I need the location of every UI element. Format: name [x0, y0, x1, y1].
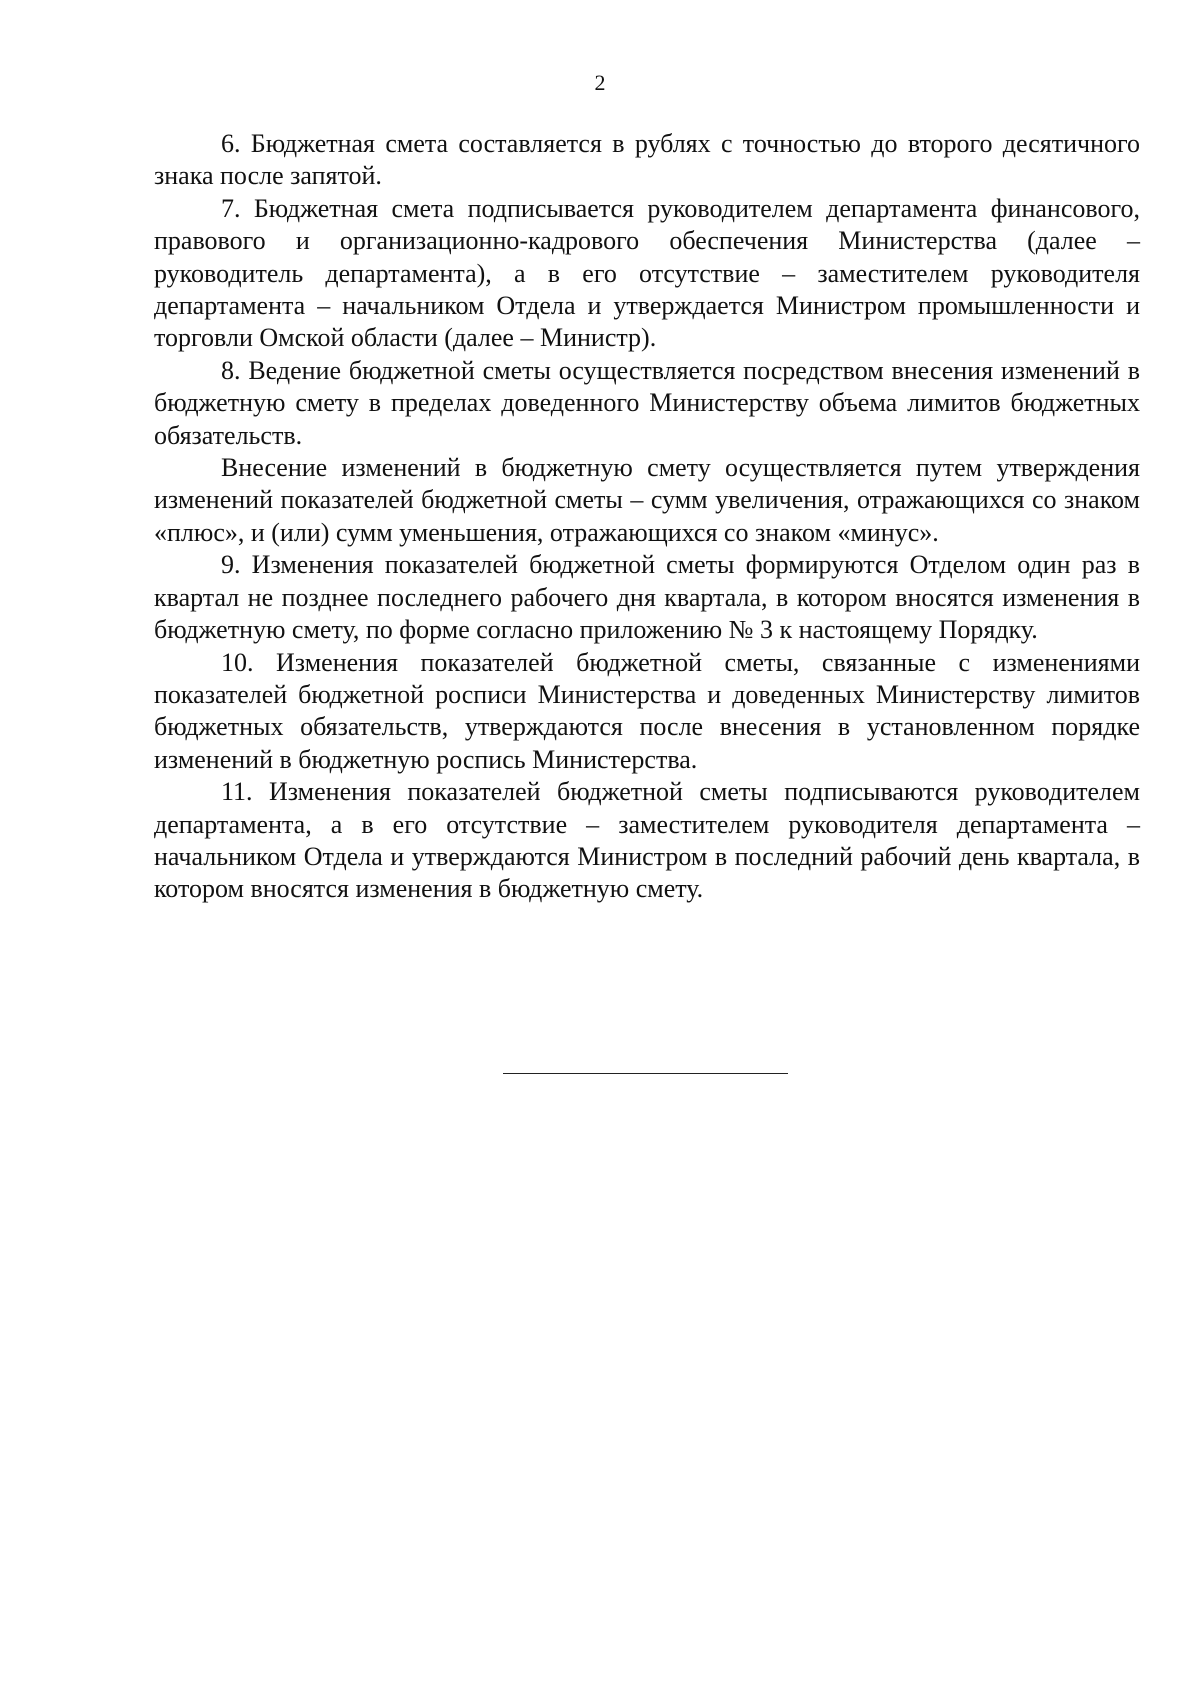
document-body: [154, 128, 1140, 906]
paragraph-7: 7. Бюджетная смета подписывается руководителем департамента финансового, правового и организационно-кадрового обеспечения Министерства (далее – руководитель департамента), а в его отсутствие – заместителем руководителя департамента – начальником Отдела и утверждается Министром промышленности и торговли Омской области (далее – Министр).: [154, 193, 1140, 353]
paragraph-6: 6. Бюджетная смета составляется в рублях с точностью до второго десятичного знака после запятой.: [154, 129, 1140, 191]
paragraph-8: 8. Ведение бюджетной сметы осуществляется посредством внесения изменений в бюджетную смету в пределах доведенного Министерству объема лимитов бюджетных обязательств.: [154, 355, 1140, 450]
paragraph-11: 11. Изменения показателей бюджетной сметы подписываются руководителем департамента, а в его отсутствие – заместителем руководителя департамента – начальником Отдела и утверждаются Министром в последний рабочий день квартала, в котором вносятся изменения в бюджетную смету.: [154, 777, 1140, 904]
end-of-document-rule: [503, 1073, 788, 1074]
page-number: 2: [594, 70, 606, 95]
paragraph-10: 10. Изменения показателей бюджетной сметы, связанные с изменениями показателей бюджетной росписи Министерства и доведенных Министерству лимитов бюджетных обязательств, утверждаются после внесения в установленном порядке изменений в бюджетную роспись Министерства.: [154, 647, 1140, 774]
paragraph-8-continued: Внесение изменений в бюджетную смету осуществляется путем утверждения изменений показателей бюджетной сметы – сумм увеличения, отражающихся со знаком «плюс», и (или) сумм уменьшения, отражающихся со знаком «минус».: [154, 453, 1140, 547]
paragraph-9: 9. Изменения показателей бюджетной сметы формируются Отделом один раз в квартал не позднее последнего рабочего дня квартала, в котором вносятся изменения в бюджетную смету, по форме согласно приложению № 3 к настоящему Порядку.: [154, 550, 1140, 645]
